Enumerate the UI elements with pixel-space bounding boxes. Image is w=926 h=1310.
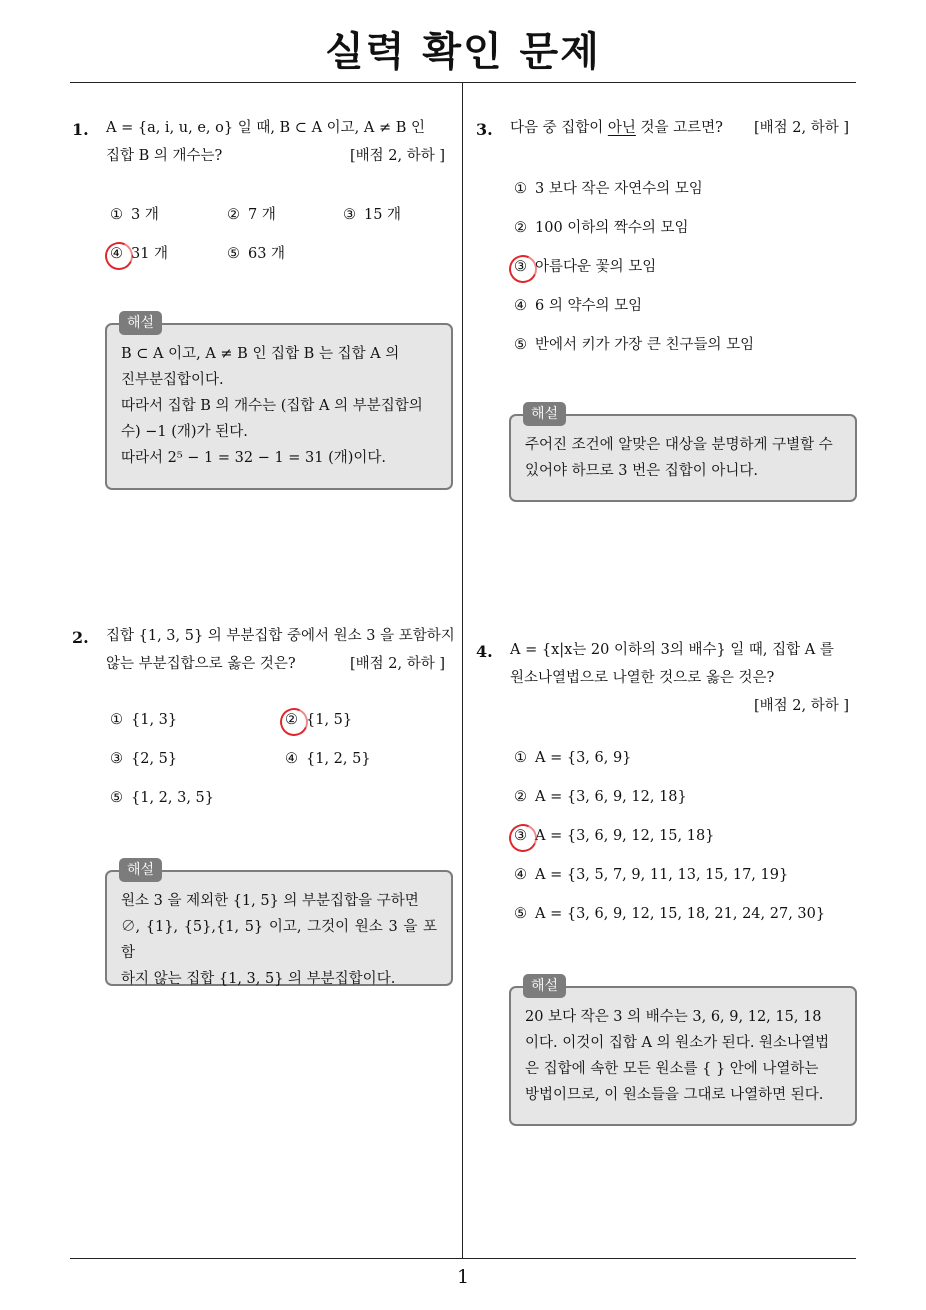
solution-line: ∅, {1}, {5},{1, 5} 이고, 그것이 원소 3 을 포함 xyxy=(121,919,437,961)
question-meta: [배점 2, 하하 ] xyxy=(754,120,850,136)
underlined-word: 아닌 xyxy=(607,120,636,136)
choice-2[interactable]: ② {1, 5} xyxy=(285,712,353,728)
question-text: 다음 중 집합이 아닌 것을 고르면? xyxy=(510,120,723,136)
choice-1[interactable]: ① {1, 3} xyxy=(110,712,178,728)
answer-mark: ② xyxy=(285,712,298,728)
question-number: 4. xyxy=(476,642,493,661)
bottom-rule xyxy=(70,1258,856,1259)
choice-4[interactable]: ④ {1, 2, 5} xyxy=(285,751,371,767)
question-meta: [배점 2, 하하 ] xyxy=(350,148,446,164)
question-text-line-2: 집합 B 의 개수는? xyxy=(106,148,223,164)
question-meta: [배점 2, 하하 ] xyxy=(754,698,850,714)
choice-2[interactable]: ② A = {3, 6, 9, 12, 18} xyxy=(514,789,687,805)
solution-line: 진부분집합이다. xyxy=(121,372,224,388)
question-text-line-1: 집합 {1, 3, 5} 의 부분집합 중에서 원소 3 을 포함하지 xyxy=(106,628,455,644)
choice-4[interactable]: ④ 31 개 xyxy=(110,246,169,262)
choice-2[interactable]: ② 7 개 xyxy=(227,207,276,223)
question-number: 1. xyxy=(72,120,89,139)
choice-1[interactable]: ① 3 개 xyxy=(110,207,159,223)
choice-4[interactable]: ④ A = {3, 5, 7, 9, 11, 13, 15, 17, 19} xyxy=(514,867,789,883)
solution-line: 하지 않는 집합 {1, 3, 5} 의 부분집합이다. xyxy=(121,971,396,987)
choice-3[interactable]: ③ 15 개 xyxy=(343,207,402,223)
solution-box xyxy=(105,315,453,490)
solution-line: 따라서 집합 B 의 개수는 (집합 A 의 부분집합의 xyxy=(121,398,423,414)
page-title: 실력 확인 문제 xyxy=(325,29,601,75)
question-text-line-1: A = {x|x는 20 이하의 3의 배수} 일 때, 집합 A 를 xyxy=(510,642,834,658)
answer-mark: ③ xyxy=(514,259,527,275)
solution-tag: 해설 xyxy=(119,858,162,882)
solution-box xyxy=(509,406,857,502)
solution-tag: 해설 xyxy=(523,974,566,998)
choice-2[interactable]: ② 100 이하의 짝수의 모임 xyxy=(514,220,689,236)
page-number: 1 xyxy=(456,1266,470,1288)
solution-line: 방법이므로, 이 원소들을 그대로 나열하면 된다. xyxy=(525,1087,824,1103)
solution-line: 따라서 2⁵ − 1 = 32 − 1 = 31 (개)이다. xyxy=(121,450,387,466)
choice-3[interactable]: ③ A = {3, 6, 9, 12, 15, 18} xyxy=(514,828,715,844)
question-number: 3. xyxy=(476,120,493,139)
question-text-line-1: A = {a, i, u, e, o} 일 때, B ⊂ A 이고, A ≠ B 인 xyxy=(106,120,425,136)
answer-mark: ③ xyxy=(514,828,527,844)
choice-5[interactable]: ⑤ A = {3, 6, 9, 12, 15, 18, 21, 24, 27, 30} xyxy=(514,906,826,922)
solution-line: 이다. 이것이 집합 A 의 원소가 된다. 원소나열법 xyxy=(525,1035,830,1051)
question-number: 2. xyxy=(72,628,89,647)
choice-4[interactable]: ④ 6 의 약수의 모임 xyxy=(514,298,643,314)
choice-1[interactable]: ① 3 보다 작은 자연수의 모임 xyxy=(514,181,703,197)
solution-line: B ⊂ A 이고, A ≠ B 인 집합 B 는 집합 A 의 xyxy=(121,346,400,362)
solution-line: 수) −1 (개)가 된다. xyxy=(121,424,248,440)
solution-box xyxy=(105,862,453,987)
choice-1[interactable]: ① A = {3, 6, 9} xyxy=(514,750,632,766)
column-divider xyxy=(462,83,463,1258)
choice-3[interactable]: ③ {2, 5} xyxy=(110,751,178,767)
choice-5[interactable]: ⑤ 63 개 xyxy=(227,246,286,262)
solution-tag: 해설 xyxy=(523,402,566,426)
question-text-line-2: 않는 부분집합으로 옳은 것은? xyxy=(106,656,296,672)
question-text-line-2: 원소나열법으로 나열한 것으로 옳은 것은? xyxy=(510,670,775,686)
solution-line: 20 보다 작은 3 의 배수는 3, 6, 9, 12, 15, 18 xyxy=(525,1009,822,1025)
choice-5[interactable]: ⑤ {1, 2, 3, 5} xyxy=(110,790,215,806)
solution-line: 원소 3 을 제외한 {1, 5} 의 부분집합을 구하면 xyxy=(121,893,419,909)
top-rule xyxy=(70,82,856,83)
solution-tag: 해설 xyxy=(119,311,162,335)
solution-line: 은 집합에 속한 모든 원소를 { } 안에 나열하는 xyxy=(525,1061,819,1077)
answer-mark: ④ xyxy=(110,246,123,262)
question-meta: [배점 2, 하하 ] xyxy=(350,656,446,672)
choice-5[interactable]: ⑤ 반에서 키가 가장 큰 친구들의 모임 xyxy=(514,337,755,353)
solution-box xyxy=(509,978,857,1126)
solution-line: 있어야 하므로 3 번은 집합이 아니다. xyxy=(525,463,758,479)
solution-line: 주어진 조건에 알맞은 대상을 분명하게 구별할 수 xyxy=(525,437,833,453)
choice-3[interactable]: ③ 아름다운 꽃의 모임 xyxy=(514,259,657,275)
